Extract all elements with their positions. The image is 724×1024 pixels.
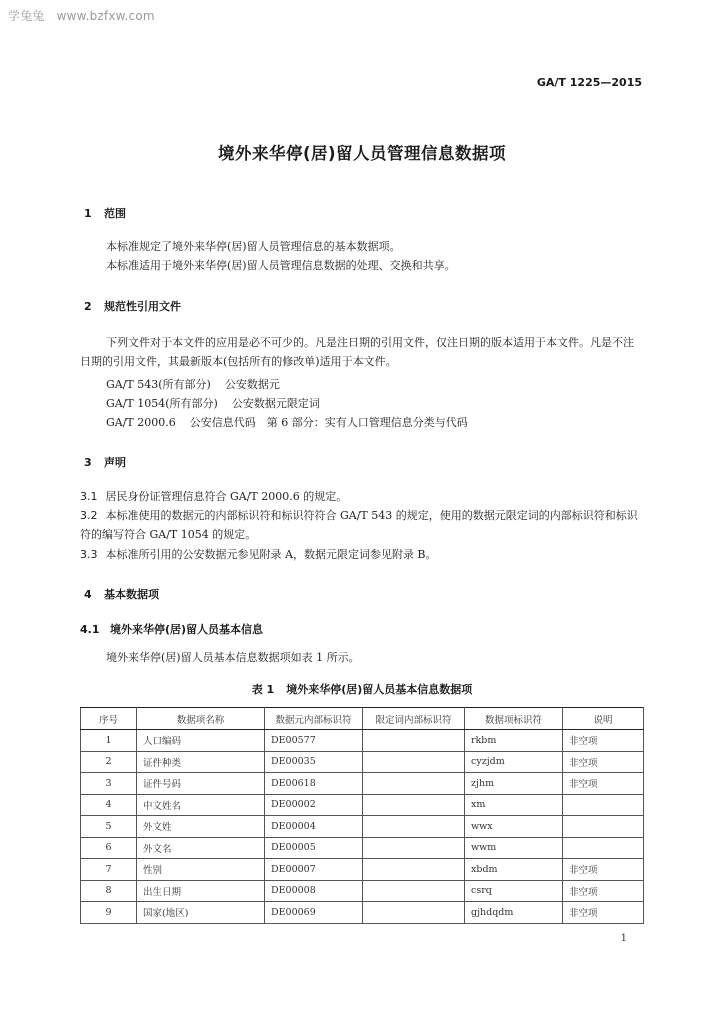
section-title: 声明 — [104, 456, 126, 469]
clause-number: 3.1 — [80, 490, 98, 503]
reference-code: GA/T 2000.6 — [106, 416, 176, 429]
table-cell: csrq — [465, 880, 563, 902]
table-cell: 外文名 — [137, 837, 265, 859]
table-cell: DE00004 — [265, 816, 363, 838]
column-header: 数据项名称 — [137, 708, 265, 730]
watermark-site-name: 学兔兔 — [8, 9, 45, 23]
table-row — [81, 730, 644, 752]
table-row — [81, 902, 644, 924]
table-cell: DE00007 — [265, 859, 363, 881]
clause-3-3 — [80, 545, 642, 564]
table-cell: 7 — [81, 859, 137, 881]
column-header: 数据项标识符 — [465, 708, 563, 730]
section-3-heading — [84, 454, 126, 470]
subsection-number: 4.1 — [80, 623, 100, 636]
clause-text: 本标准使用的数据元的内部标识符和标识符符合 GA/T 543 的规定，使用的数据元限定词的内部标识符和标识符的编写符合 GA/T 1054 的规定。 — [80, 509, 638, 541]
clause-3-1 — [80, 487, 642, 506]
table-cell: DE00069 — [265, 902, 363, 924]
section-2-heading — [84, 298, 181, 314]
table-row — [81, 794, 644, 816]
table-caption-text: 境外来华停(居)留人员基本信息数据项 — [286, 683, 473, 696]
table-cell: DE00618 — [265, 773, 363, 795]
table-cell — [363, 880, 465, 902]
section-1-heading — [84, 205, 126, 221]
table-cell: 非空项 — [563, 751, 644, 773]
table-cell — [563, 837, 644, 859]
section-title: 规范性引用文件 — [104, 300, 181, 313]
section-number: 3 — [84, 456, 92, 469]
table-cell: DE00577 — [265, 730, 363, 752]
section-1-para-2: 本标准适用于境外来华停(居)留人员管理信息数据的处理、交换和共享。 — [106, 259, 456, 272]
table-cell — [363, 773, 465, 795]
data-items-table — [80, 707, 644, 924]
table-cell: wwm — [465, 837, 563, 859]
table-cell: DE00002 — [265, 794, 363, 816]
table-cell: cyzjdm — [465, 751, 563, 773]
section-1-para-1: 本标准规定了境外来华停(居)留人员管理信息的基本数据项。 — [106, 240, 401, 253]
table-cell: 非空项 — [563, 880, 644, 902]
table-cell: rkbm — [465, 730, 563, 752]
table-cell: DE00008 — [265, 880, 363, 902]
column-header: 序号 — [81, 708, 137, 730]
table-cell — [563, 816, 644, 838]
table-cell: 证件种类 — [137, 751, 265, 773]
subsection-title: 境外来华停(居)留人员基本信息 — [110, 623, 264, 636]
table-cell: 非空项 — [563, 859, 644, 881]
reference-code: GA/T 1054(所有部分) — [106, 397, 218, 410]
table-cell: DE00035 — [265, 751, 363, 773]
reference-name: 公安信息代码 第 6 部分：实有人口管理信息分类与代码 — [189, 416, 468, 429]
table-row — [81, 837, 644, 859]
watermark-url: www.bzfxw.com — [56, 9, 155, 23]
table-cell: wwx — [465, 816, 563, 838]
table-cell: 外文姓 — [137, 816, 265, 838]
table-cell — [563, 794, 644, 816]
table-cell: 1 — [81, 730, 137, 752]
table-cell: 非空项 — [563, 902, 644, 924]
table-number: 表 1 — [251, 683, 275, 696]
table-cell: 非空项 — [563, 773, 644, 795]
reference-item — [106, 376, 280, 392]
reference-item — [106, 395, 320, 411]
table-cell: DE00005 — [265, 837, 363, 859]
table-cell: 性别 — [137, 859, 265, 881]
clause-text: 本标准所引用的公安数据元参见附录 A，数据元限定词参见附录 B。 — [105, 548, 437, 561]
table-header-row — [81, 708, 644, 730]
table-cell — [363, 902, 465, 924]
table-cell: 中文姓名 — [137, 794, 265, 816]
section-number: 4 — [84, 588, 92, 601]
section-title: 基本数据项 — [104, 588, 159, 601]
table-cell: 4 — [81, 794, 137, 816]
subsection-4-1-intro: 境外来华停(居)留人员基本信息数据项如表 1 所示。 — [106, 651, 360, 664]
reference-item — [106, 414, 468, 430]
table-row — [81, 816, 644, 838]
column-header: 限定词内部标识符 — [363, 708, 465, 730]
table-cell: 8 — [81, 880, 137, 902]
table-cell: gjhdqdm — [465, 902, 563, 924]
watermark — [8, 7, 155, 24]
clause-3-2 — [80, 506, 642, 544]
table-cell — [363, 816, 465, 838]
section-number: 1 — [84, 207, 92, 220]
clause-number: 3.2 — [80, 509, 98, 522]
reference-code: GA/T 543(所有部分) — [106, 378, 211, 391]
table-cell: 6 — [81, 837, 137, 859]
table-cell — [363, 837, 465, 859]
clause-text: 居民身份证管理信息符合 GA/T 2000.6 的规定。 — [105, 490, 348, 503]
table-row — [81, 880, 644, 902]
table-caption — [0, 681, 724, 697]
table-cell — [363, 794, 465, 816]
table-cell: 国家(地区) — [137, 902, 265, 924]
table-cell: 人口编码 — [137, 730, 265, 752]
table-row — [81, 773, 644, 795]
reference-name: 公安数据元 — [224, 378, 280, 391]
subsection-4-1-heading — [80, 621, 263, 637]
table-cell: 9 — [81, 902, 137, 924]
table-cell: xm — [465, 794, 563, 816]
table-cell — [363, 730, 465, 752]
column-header: 数据元内部标识符 — [265, 708, 363, 730]
column-header: 说明 — [563, 708, 644, 730]
reference-name: 公安数据元限定词 — [231, 397, 320, 410]
table-cell: 证件号码 — [137, 773, 265, 795]
table-row — [81, 751, 644, 773]
table-cell: zjhm — [465, 773, 563, 795]
section-title: 范围 — [104, 207, 126, 220]
table-cell: 2 — [81, 751, 137, 773]
clause-number: 3.3 — [80, 548, 98, 561]
table-row — [81, 859, 644, 881]
table-cell — [363, 859, 465, 881]
section-2-intro: 下列文件对于本文件的应用是必不可少的。凡是注日期的引用文件，仅注日期的版本适用于本文件。凡是不注日期的引用文件，其最新版本(包括所有的修改单)适用于本文件。 — [80, 336, 634, 368]
table-cell: 非空项 — [563, 730, 644, 752]
page-number: 1 — [620, 933, 627, 944]
table-cell — [363, 751, 465, 773]
document-title: 境外来华停(居)留人员管理信息数据项 — [217, 144, 507, 163]
standard-code: GA/T 1225—2015 — [536, 76, 642, 89]
table-cell: 出生日期 — [137, 880, 265, 902]
section-4-heading — [84, 586, 159, 602]
table-cell: 3 — [81, 773, 137, 795]
section-number: 2 — [84, 300, 92, 313]
table-cell: 5 — [81, 816, 137, 838]
table-cell: xbdm — [465, 859, 563, 881]
